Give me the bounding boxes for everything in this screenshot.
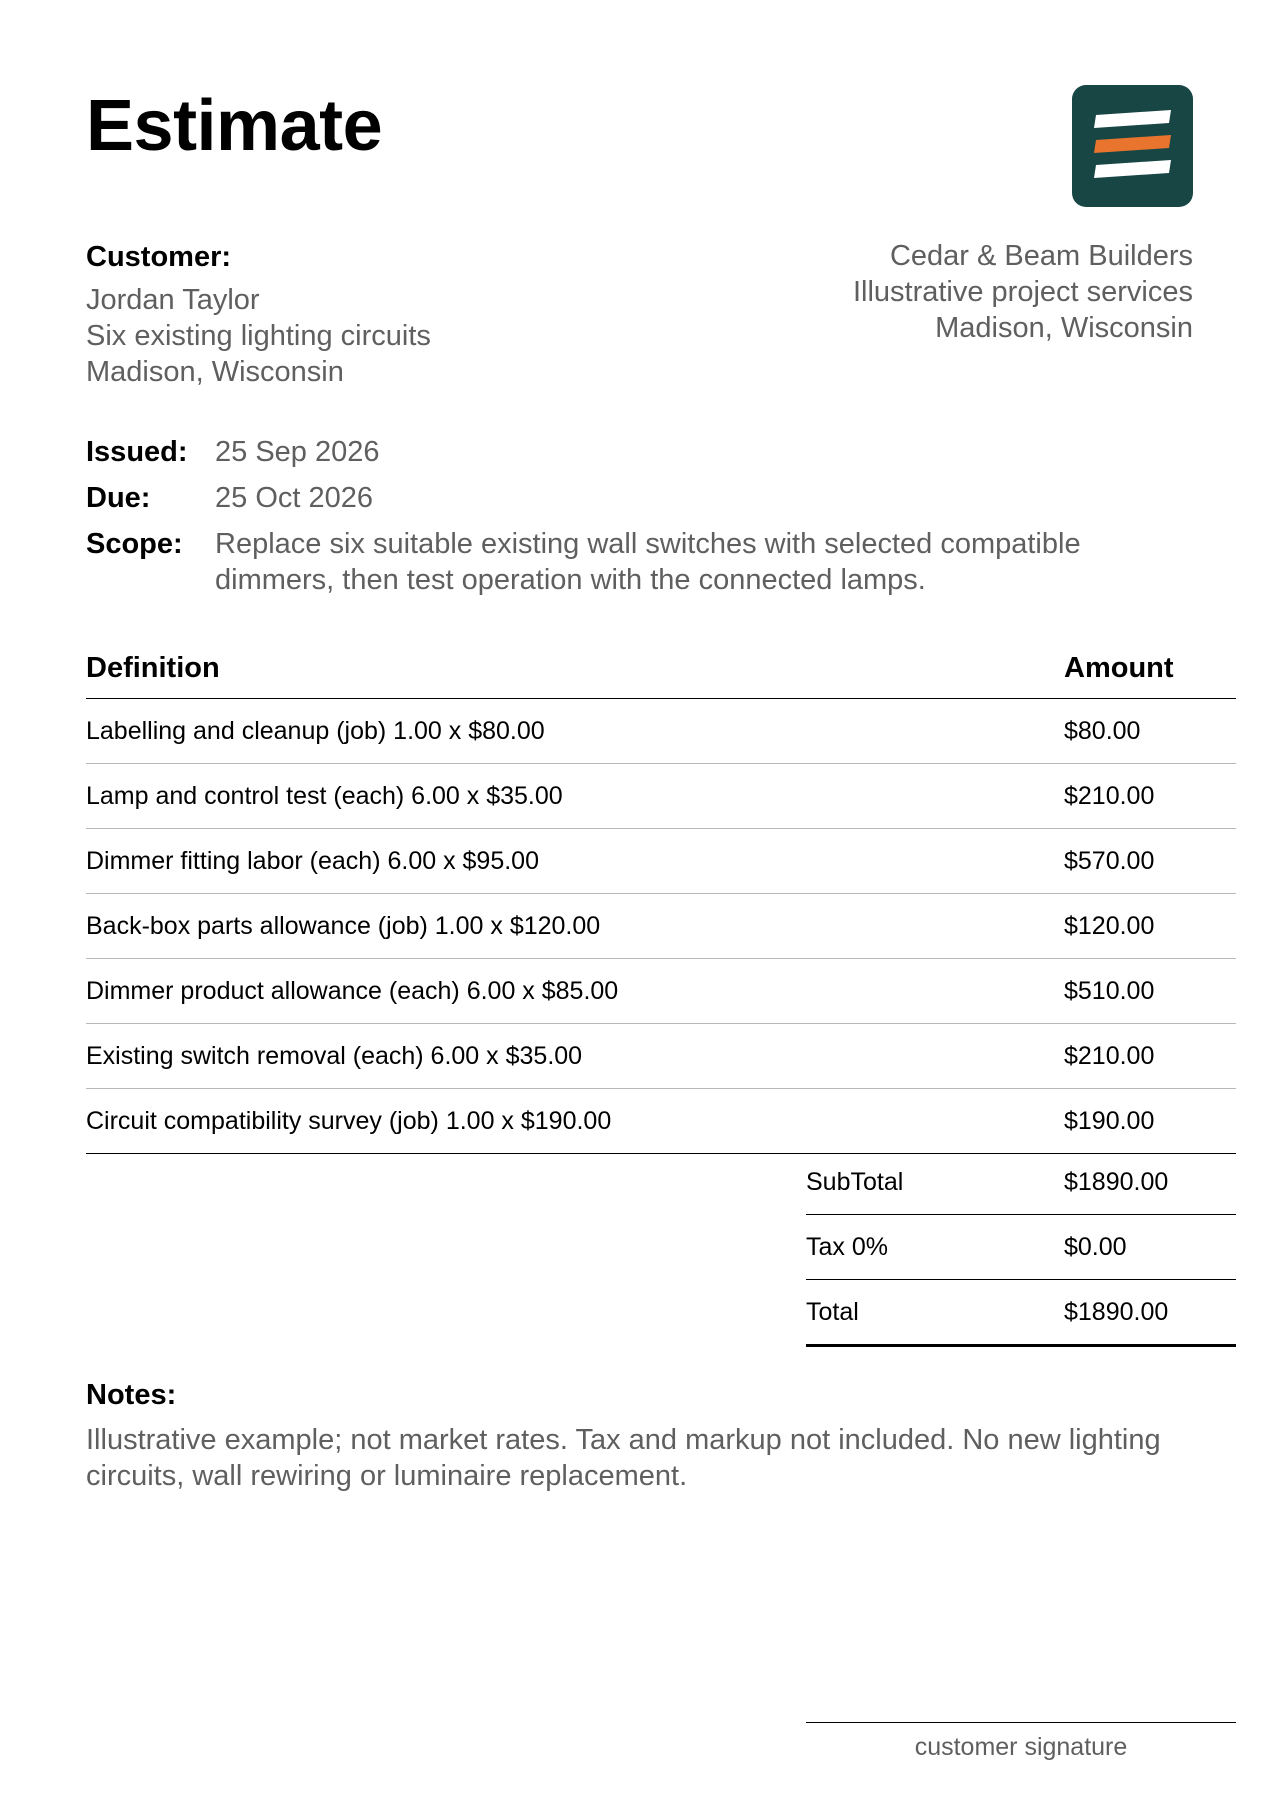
table-header — [86, 652, 1236, 699]
signature-block — [806, 1722, 1236, 1762]
definition-header: Definition — [86, 652, 220, 684]
line-item-definition: Dimmer fitting labor (each) 6.00 x $95.00 — [86, 846, 539, 875]
signature-line[interactable] — [806, 1722, 1236, 1723]
scope-row — [86, 526, 1185, 598]
line-items-table — [86, 652, 1236, 1154]
customer-details — [86, 282, 431, 390]
line-item-definition: Labelling and cleanup (job) 1.00 x $80.00 — [86, 716, 545, 745]
stacked-planks-logo-icon — [1072, 85, 1193, 207]
tax-label: Tax 0% — [806, 1232, 888, 1261]
company-location: Madison, Wisconsin — [935, 312, 1193, 344]
line-item-definition: Circuit compatibility survey (job) 1.00 x $190.00 — [86, 1106, 612, 1135]
document-title: Estimate — [86, 86, 383, 166]
table-row — [86, 959, 1236, 1024]
line-item-definition: Back-box parts allowance (job) 1.00 x $120.00 — [86, 911, 601, 940]
line-item-amount: $190.00 — [1064, 1106, 1155, 1135]
scope-label: Scope: — [86, 528, 183, 560]
customer-location: Madison, Wisconsin — [86, 356, 344, 388]
company-logo — [1072, 85, 1193, 207]
table-row — [86, 764, 1236, 829]
line-item-amount: $570.00 — [1064, 846, 1155, 875]
tax-value: $0.00 — [1064, 1232, 1127, 1261]
line-item-definition: Existing switch removal (each) 6.00 x $35.00 — [86, 1041, 583, 1070]
table-row — [86, 1089, 1236, 1154]
company-name: Cedar & Beam Builders — [889, 240, 1193, 272]
signature-label: customer signature — [914, 1733, 1128, 1761]
company-tagline: Illustrative project services — [852, 276, 1193, 308]
scope-value: Replace six suitable existing wall switches with selected compatible dimmers, then test operation with the connected lamps. — [215, 528, 1081, 596]
table-row — [86, 699, 1236, 764]
company-block — [853, 238, 1193, 346]
table-row — [86, 829, 1236, 894]
line-item-amount: $210.00 — [1064, 1041, 1155, 1070]
tax-row — [806, 1215, 1236, 1280]
table-row — [86, 1024, 1236, 1089]
table-row — [86, 894, 1236, 959]
issued-value: 25 Sep 2026 — [215, 436, 380, 468]
due-value: 25 Oct 2026 — [215, 482, 373, 514]
total-label: Total — [806, 1297, 859, 1326]
issued-label: Issued: — [86, 436, 188, 468]
due-label: Due: — [86, 482, 151, 514]
line-item-amount: $80.00 — [1064, 716, 1141, 745]
line-item-amount: $210.00 — [1064, 781, 1155, 810]
customer-name: Jordan Taylor — [86, 284, 260, 316]
notes-label: Notes: — [86, 1379, 177, 1411]
estimate-meta — [86, 434, 1185, 608]
totals-block — [806, 1150, 1236, 1347]
subtotal-row — [806, 1150, 1236, 1215]
total-row — [806, 1280, 1236, 1347]
line-item-amount: $120.00 — [1064, 911, 1155, 940]
total-value: $1890.00 — [1064, 1297, 1169, 1326]
amount-header: Amount — [1064, 652, 1174, 684]
notes-text: Illustrative example; not market rates. Tax and markup not included. No new lighting circuits, wall rewiring or luminaire replacement. — [86, 1424, 1161, 1492]
subtotal-value: $1890.00 — [1064, 1167, 1169, 1196]
customer-block — [86, 238, 431, 390]
customer-project: Six existing lighting circuits — [86, 320, 431, 352]
due-row — [86, 480, 1185, 516]
notes-block — [86, 1376, 1186, 1494]
line-item-amount: $510.00 — [1064, 976, 1155, 1005]
issued-row — [86, 434, 1185, 470]
subtotal-label: SubTotal — [806, 1167, 904, 1196]
line-item-definition: Dimmer product allowance (each) 6.00 x $85.00 — [86, 976, 619, 1005]
customer-label: Customer: — [86, 241, 232, 273]
line-item-definition: Lamp and control test (each) 6.00 x $35.00 — [86, 781, 563, 810]
